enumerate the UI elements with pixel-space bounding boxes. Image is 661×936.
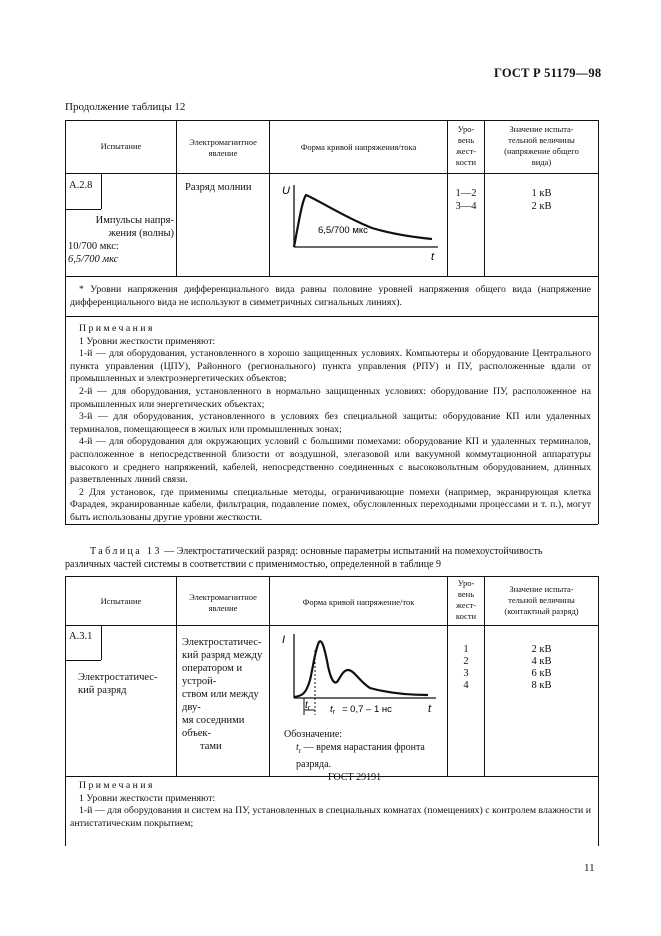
t13-chart-tr-label: $t_r$ [305, 700, 311, 712]
t13-row-test: Электростатичес- кий разряд [78, 672, 158, 696]
t12-col-waveform: Форма кривой напряжения/тока [300, 142, 417, 152]
page-number: 11 [584, 862, 595, 874]
t12-col-phenomenon: Электромагнитное явление [189, 137, 257, 159]
t13-row-values: 2 кВ 4 кВ 6 кВ 8 кВ [531, 644, 552, 691]
t13-col-value: Значение испыта- тельной величины (контактный разряд) [504, 584, 579, 617]
t12-row-levels: 1—2 3—4 [455, 188, 477, 212]
t13-col-phenomenon: Электромагнитное явление [189, 592, 257, 614]
t12-col-test: Испытание [100, 141, 142, 151]
t13-row-levels: 1 2 3 4 [463, 644, 469, 691]
t12-row-values: 1 кВ 2 кВ [531, 188, 552, 212]
t13-legend: Обозначение: $t_r$ — время нарастания фронта разряда. ГОСТ 29191 [284, 729, 425, 783]
t12-chart-impulse-curve [294, 195, 432, 247]
t12-row-test: Импульсы напря- жения (волны) 10/700 мкс: 6,5/700 мкс [68, 215, 174, 265]
t13-chart-y-label: I [282, 634, 286, 646]
t12-col-value: Значение испыта- тельной величины (напряжение общего вида) [504, 124, 579, 168]
t12-chart-annotation: 6,5/700 мкс [318, 225, 368, 236]
t13-chart-discharge-curve [294, 641, 428, 697]
esd-discharge-waveform [278, 630, 440, 718]
t13-row-phenomenon: Электростатичес- кий разряд между оператором и устрой- ством или между дву- мя соседними объек- тами [182, 637, 263, 752]
document-header: ГОСТ Р 51179—98 [494, 66, 602, 80]
t12-footnote: * Уровни напряжения дифференциального вида равны половине уровней напряжения общего вида (напряжение дифференциального вида не используют в симметричных сигнальных линиях). [70, 284, 591, 308]
lightning-impulse-waveform [278, 181, 440, 261]
table12-continuation: Продолжение таблицы 12 [65, 101, 186, 113]
t13-notes: Примечания 1 Уровни жесткости применяют: 1-й — для оборудования и систем на ПУ, установленных в специальных комнатах (помещениях) с контролем влажности и антистатическим покрытием; [70, 780, 591, 829]
t13-col-level: Уро- вень жест- кости [455, 578, 477, 622]
t13-col-test: Испытание [100, 596, 142, 606]
t12-notes: Примечания 1 Уровни жесткости применяют: 1-й — для оборудования, установленного в хорошо защищенных условиях. Компьютеры и оборудование Центрального пункта управления (ЦПУ), Районного (регионального) пункта управления (РПУ) и ПУ, расположенные вдали от промышленных и электроэнергетических объектов; 2-й — для оборудования, установленного в нормально защищенных условиях: оборудование ПУ, расположенное на промышленных или энергетических объектах; 3-й — для оборудования, установленного в условиях без специальной защиты: оборудование КП или удаленных терминалов, помещающееся в жилых или промышленных зонах; 4-й — для оборудования для окружающих условий с большими помехами: оборудование КП и удаленных терминалов, расположенное в непосредственной близости от воздушной, элегазовой или вакуумной коммутационной аппаратуры высокого и среднего напряжений, кабелей, непосредственно соединенных с высоковольтным оборудованием, длинных разветвленных линий связи. 2 Для установок, где применимы специальные методы, ограничивающие помехи (например, экранирующая клетка Фарадея, экранированные кабели, фильтрация, подавление помех, обусловленных переходными процессами и т. п.), могут быть использованы другие уровни жесткости. [70, 323, 591, 523]
t12-col-level: Уро- вень жест- кости [455, 124, 477, 168]
t13-chart-x-label: t [428, 703, 432, 715]
t12-row-phenomenon: Разряд молнии [185, 182, 252, 193]
t13-chart-tr-symbol: $t_r$ [330, 704, 335, 716]
t13-chart-annotation: = 0,7 – 1 нс [342, 704, 392, 715]
t13-notes-title: Примечания [79, 780, 155, 791]
table13-caption: Таблица 13 — Электростатический разряд: основные параметры испытаний на помехоустойчивость различных частей системы в соответствии с применимостью, определенной в таблице 9 [65, 546, 543, 570]
t12-notes-title: Примечания [79, 323, 155, 334]
t12-chart-y-label: U [282, 185, 290, 197]
t12-chart-x-label: t [431, 251, 435, 261]
t13-col-waveform: Форма кривой напряжение/ток [302, 597, 415, 607]
t13-row-code: A.3.1 [69, 631, 93, 642]
t12-row-code: A.2.8 [69, 180, 93, 191]
